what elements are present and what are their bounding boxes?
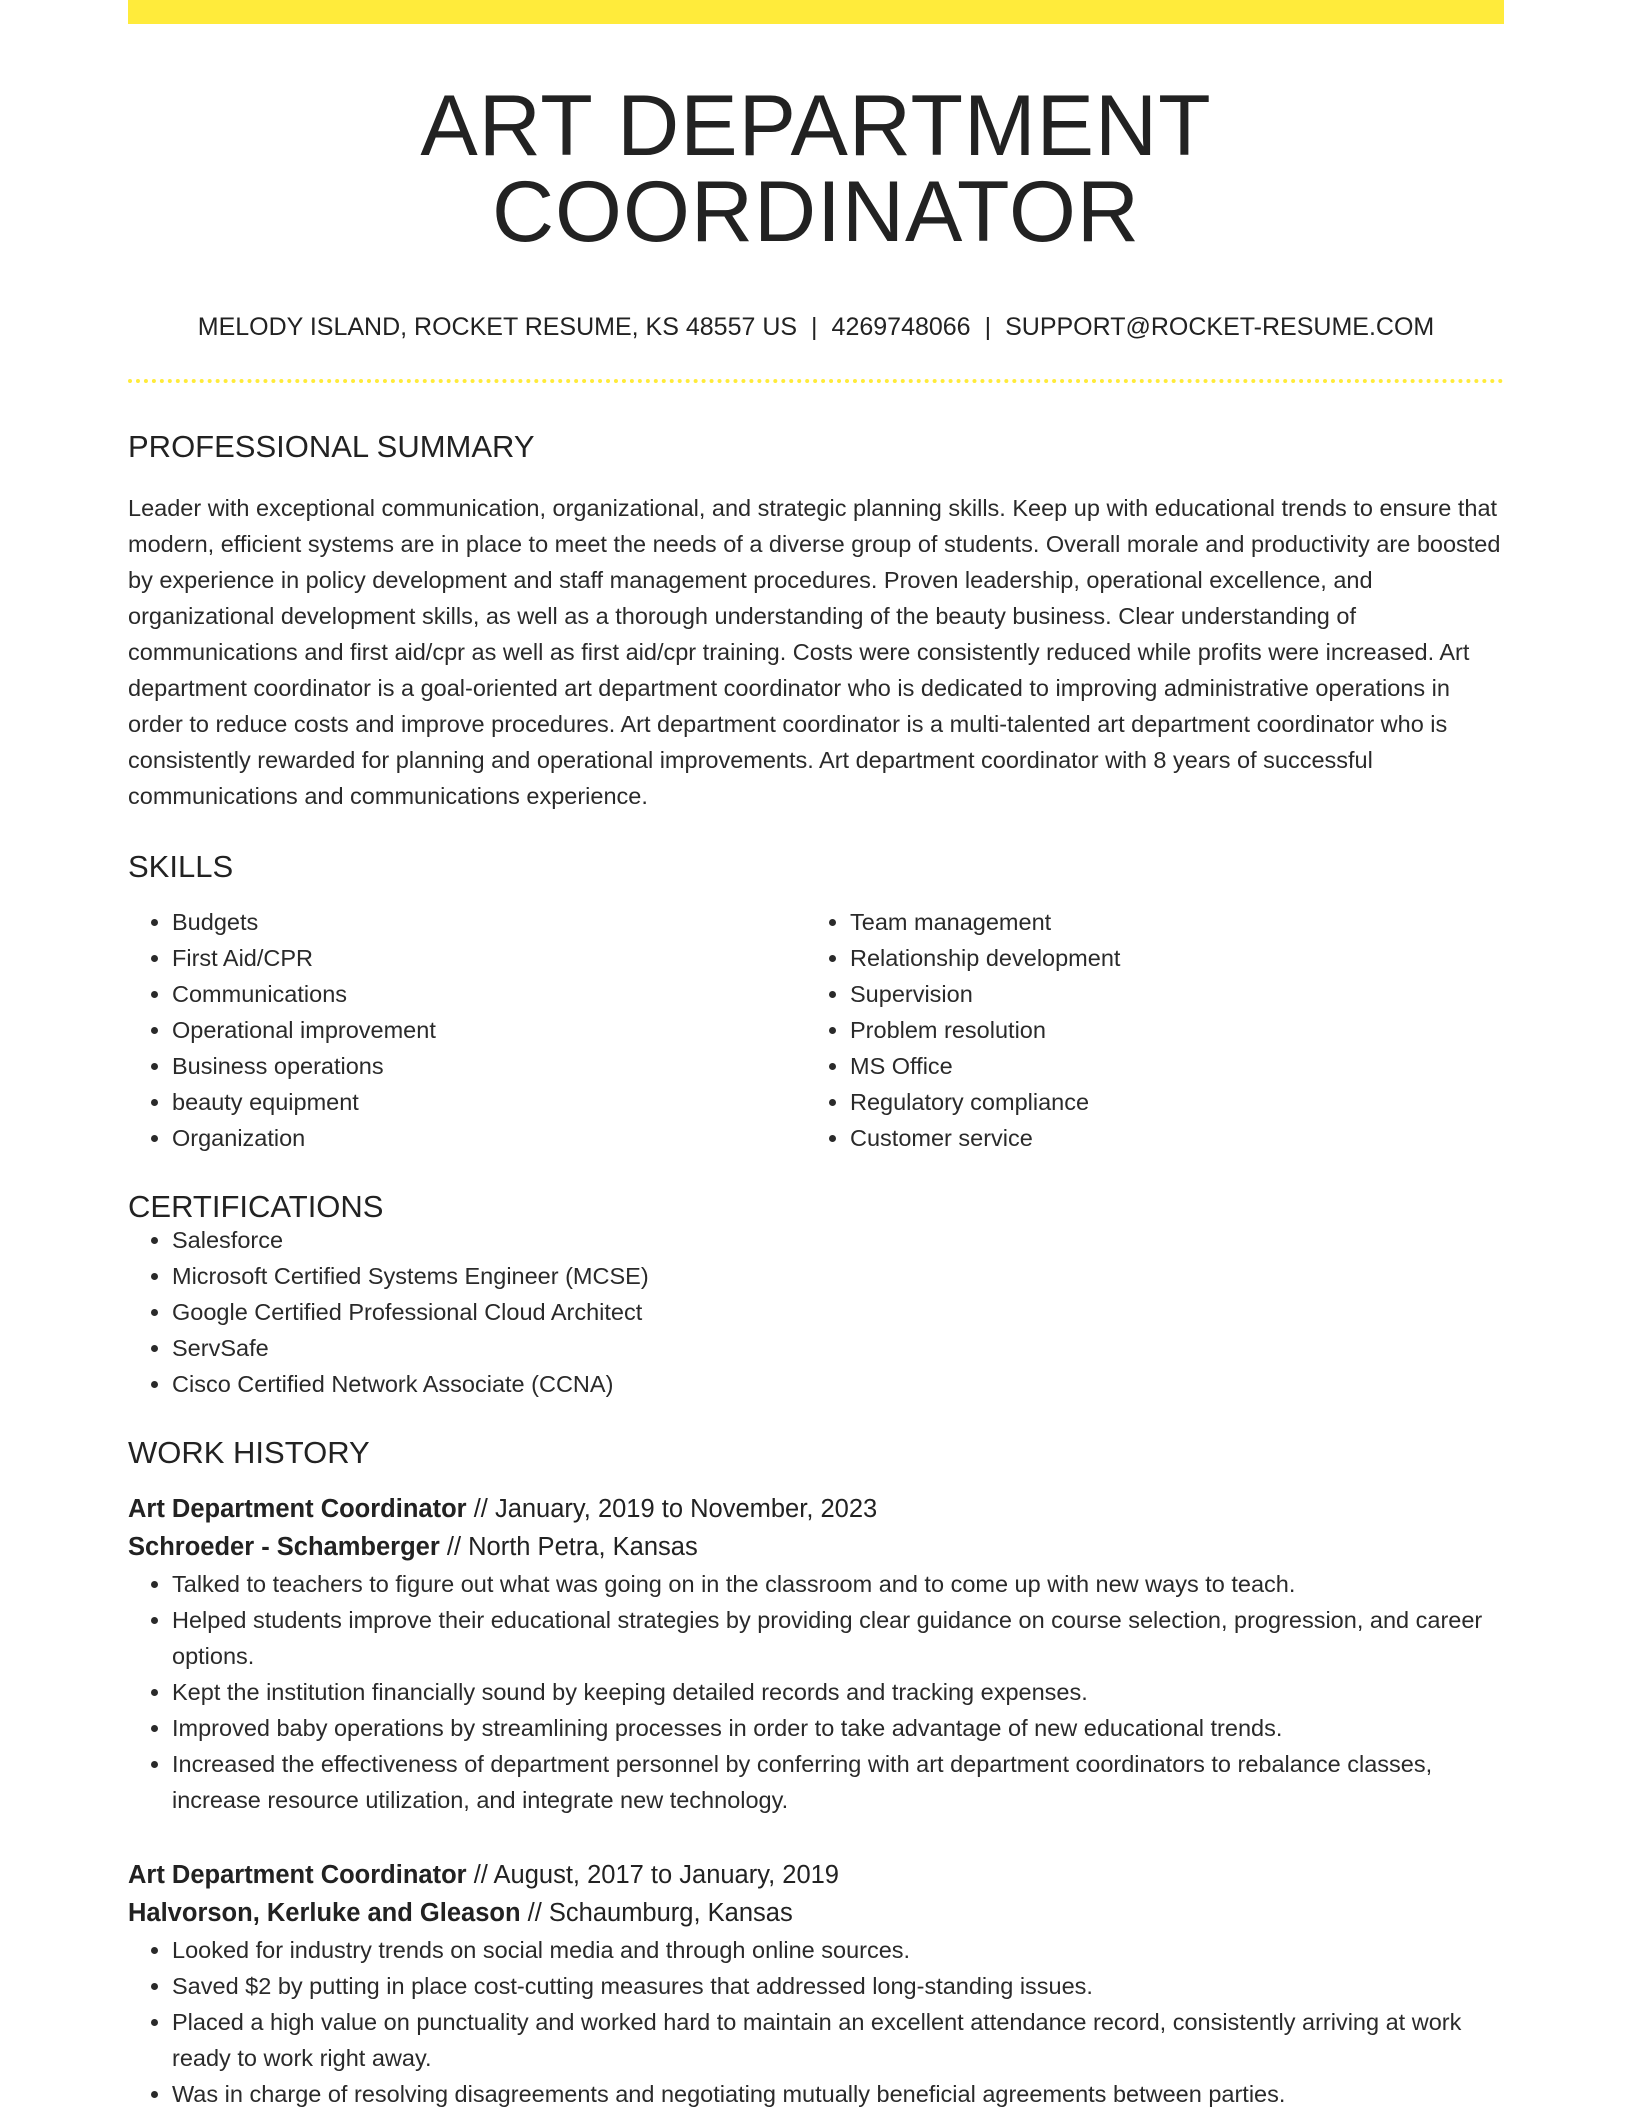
skills-column-left — [128, 904, 806, 1156]
skill-item: • Operational improvement — [172, 1012, 806, 1048]
skill-item: • Organization — [172, 1120, 806, 1156]
skill-item: • Supervision — [850, 976, 1484, 1012]
job-role-line — [128, 1856, 1504, 1894]
dotted-divider — [128, 379, 1504, 383]
resume-title: ART DEPARTMENT COORDINATOR — [420, 78, 1212, 260]
skill-item: • Problem resolution — [850, 1012, 1484, 1048]
job-bullet: • Saved $2 by putting in place cost-cutting measures that addressed long-standing issues. — [172, 1968, 1504, 2004]
job-bullet: • Looked for industry trends on social media and through online sources. — [172, 1932, 1504, 1968]
certification-item: • Google Certified Professional Cloud Architect — [172, 1294, 1504, 1330]
skill-item: • Team management — [850, 904, 1484, 940]
contact-address: MELODY ISLAND, ROCKET RESUME, KS 48557 US — [197, 313, 798, 341]
job-bullet-list — [128, 1932, 1504, 2112]
job-company-line — [128, 1528, 1504, 1566]
job-bullet: • Kept the institution financially sound by keeping detailed records and tracking expenses. — [172, 1674, 1504, 1710]
job-role-line — [128, 1490, 1504, 1528]
skill-item: • MS Office — [850, 1048, 1484, 1084]
contact-separator: | — [811, 313, 818, 341]
job-entry — [128, 1490, 1504, 1566]
skill-item: • Communications — [172, 976, 806, 1012]
certification-item: • Microsoft Certified Systems Engineer (MCSE) — [172, 1258, 1504, 1294]
job-bullet: • Increased the effectiveness of department personnel by conferring with art department coordinators to rebalance classes, increase resource utilization, and integrate new technology. — [172, 1746, 1504, 1818]
skills-columns — [128, 904, 1504, 1156]
skill-item: • Business operations — [172, 1048, 806, 1084]
contact-email: SUPPORT@ROCKET-RESUME.COM — [1005, 313, 1435, 341]
contact-separator: | — [984, 313, 992, 341]
certifications-list — [128, 1222, 1504, 1402]
job-bullet: • Placed a high value on punctuality and worked hard to maintain an excellent attendance record, consistently arriving at work ready to work right away. — [172, 2004, 1504, 2076]
job-role: Art Department Coordinator — [128, 1495, 467, 1523]
job-location: // Schaumburg, Kansas — [520, 1899, 793, 1927]
skill-item: • Budgets — [172, 904, 806, 940]
certification-item: • Salesforce — [172, 1222, 1504, 1258]
job-role: Art Department Coordinator — [128, 1861, 467, 1889]
certification-item: • Cisco Certified Network Associate (CCNA) — [172, 1366, 1504, 1402]
skills-heading: SKILLS — [128, 849, 234, 884]
job-bullet: • Helped students improve their educational strategies by providing clear guidance on course selection, progression, and career options. — [172, 1602, 1504, 1674]
skill-item: • beauty equipment — [172, 1084, 806, 1120]
summary-heading: PROFESSIONAL SUMMARY — [128, 429, 535, 464]
skill-item: • Customer service — [850, 1120, 1484, 1156]
job-company: Halvorson, Kerluke and Gleason — [128, 1899, 521, 1927]
job-entry — [128, 1856, 1504, 1932]
contact-line — [128, 315, 1504, 340]
job-dates: // January, 2019 to November, 2023 — [466, 1495, 878, 1523]
accent-top-bar — [128, 0, 1504, 24]
skill-item: • Relationship development — [850, 940, 1484, 976]
skills-list-right — [806, 904, 1484, 1156]
skill-item: • Regulatory compliance — [850, 1084, 1484, 1120]
job-bullet-list — [128, 1566, 1504, 1818]
certification-item: • ServSafe — [172, 1330, 1504, 1366]
job-bullet: • Talked to teachers to figure out what was going on in the classroom and to come up with new ways to teach. — [172, 1566, 1504, 1602]
job-dates: // August, 2017 to January, 2019 — [466, 1861, 839, 1889]
summary-text: Leader with exceptional communication, organizational, and strategic planning skills. Keep up with educational trends to ensure that modern, efficient systems are in place to meet the needs of a diverse group of students. Overall morale and productivity are boosted by experience in policy development and staff management procedures. Proven leadership, operational excellence, and organizational development skills, as well as a thorough understanding of the beauty business. Clear understanding of communications and first aid/cpr as well as first aid/cpr training. Costs were consistently reduced while profits were increased. Art department coordinator is a goal-oriented art department coordinator who is dedicated to improving administrative operations in order to reduce costs and improve procedures. Art department coordinator is a multi-talented art department coordinator who is consistently rewarded for planning and operational improvements. Art department coordinator with 8 years of successful communications and communications experience. — [128, 495, 1501, 809]
skills-list-left — [128, 904, 806, 1156]
certifications-heading: CERTIFICATIONS — [128, 1189, 384, 1224]
job-location: // North Petra, Kansas — [439, 1533, 698, 1561]
skill-item: • First Aid/CPR — [172, 940, 806, 976]
resume-page — [128, 0, 1504, 2112]
skills-column-right — [806, 904, 1484, 1156]
job-company-line — [128, 1894, 1504, 1932]
job-bullet: • Improved baby operations by streamlining processes in order to take advantage of new educational trends. — [172, 1710, 1504, 1746]
contact-phone: 4269748066 — [831, 313, 971, 341]
work-history-heading: WORK HISTORY — [128, 1435, 370, 1470]
job-company: Schroeder - Schamberger — [128, 1533, 440, 1561]
job-bullet: • Was in charge of resolving disagreements and negotiating mutually beneficial agreements between parties. — [172, 2076, 1504, 2112]
